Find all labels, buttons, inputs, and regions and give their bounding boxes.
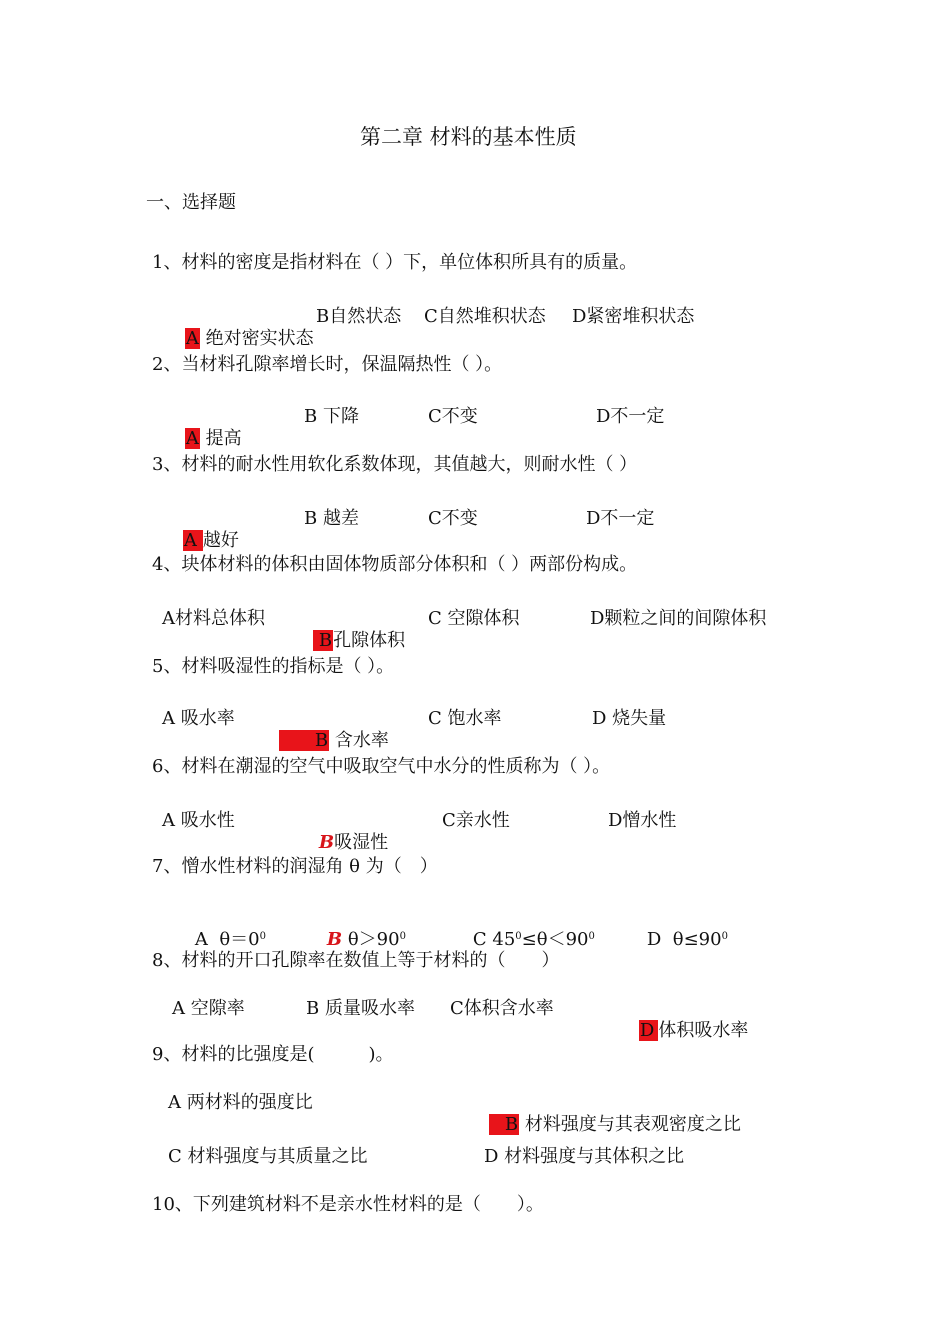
- option-b: B $\theta>90^0$: [326, 929, 406, 950]
- option-a: 绝对密实状态: [199, 328, 314, 349]
- option-a: 提高: [199, 428, 242, 449]
- option-d: D不一定: [586, 508, 655, 529]
- degree-mark: 0: [259, 931, 266, 942]
- option-a: A 两材料的强度比: [168, 1092, 313, 1113]
- section-heading: 一、选择题: [146, 192, 236, 213]
- option-c: C不变: [428, 508, 478, 529]
- option-b: 材料强度与其表观密度之比: [519, 1114, 741, 1135]
- option-a: A 空隙率: [172, 998, 245, 1019]
- question-stem: 9、材料的比强度是( )。: [152, 1044, 394, 1065]
- option-b: 孔隙体积: [333, 630, 406, 651]
- option-d: D憎水性: [608, 810, 677, 831]
- question-stem: 10、下列建筑材料不是亲水性材料的是（ ）。: [152, 1194, 544, 1215]
- question-stem: 7、憎水性材料的润湿角 θ 为（ ）: [152, 856, 438, 877]
- option-a: A 吸水性: [162, 810, 235, 831]
- question-stem: 6、材料在潮湿的空气中吸取空气中水分的性质称为（ ）。: [152, 756, 611, 777]
- option-d: D 烧失量: [592, 708, 667, 729]
- answer-highlight: D: [639, 1020, 658, 1041]
- option-d: D颗粒之间的间隙体积: [590, 608, 767, 629]
- option-c: C体积含水率: [450, 998, 554, 1019]
- degree-mark: 0: [721, 931, 728, 942]
- option-a: A 吸水率: [162, 708, 235, 729]
- option-d: D紧密堆积状态: [572, 306, 695, 327]
- degree-mark: 0: [515, 931, 522, 942]
- page-title: 第二章 材料的基本性质: [360, 125, 577, 149]
- option-c: C 材料强度与其质量之比: [168, 1146, 368, 1167]
- option-c: C自然堆积状态: [424, 306, 546, 327]
- option-b: B自然状态: [316, 306, 402, 327]
- question-stem: 4、块体材料的体积由固体物质部分体积和（ ）两部份构成。: [152, 554, 638, 575]
- question-stem: 1、材料的密度是指材料在（ ）下，单位体积所具有的质量。: [152, 252, 638, 273]
- option-d: D不一定: [596, 406, 665, 427]
- question-stem: 2、当材料孔隙率增长时，保温隔热性（ ）。: [152, 354, 503, 375]
- answer-mark: B: [326, 929, 343, 950]
- option-a: A材料总体积: [162, 608, 265, 629]
- answer-highlight: B: [489, 1114, 519, 1135]
- option-row: [616, 998, 748, 1064]
- option-c: C $45^0\le\theta<90^0$: [472, 929, 595, 950]
- option-c: C不变: [428, 406, 478, 427]
- question-stem: 8、材料的开口孔隙率在数值上等于材料的（ ）: [152, 950, 560, 971]
- answer-highlight: B: [279, 730, 329, 751]
- degree-mark: 0: [588, 931, 595, 942]
- question-stem: 5、材料吸湿性的指标是（ ）。: [152, 656, 395, 677]
- answer-highlight: A: [185, 428, 199, 449]
- option-d: 体积吸水率: [658, 1020, 749, 1041]
- answer-highlight: A: [185, 328, 199, 349]
- option-c: C 饱水率: [428, 708, 502, 729]
- option-b: 吸湿性: [334, 832, 389, 853]
- degree-mark: 0: [399, 931, 406, 942]
- option-d: D 材料强度与其体积之比: [484, 1146, 685, 1167]
- option-d: D $\theta\le 90^0$: [646, 929, 728, 950]
- option-b: 含水率: [329, 730, 389, 751]
- option-c: C 空隙体积: [428, 608, 520, 629]
- option-a: 越好: [202, 530, 239, 551]
- answer-mark: B: [318, 832, 335, 853]
- option-b: B 质量吸水率: [306, 998, 415, 1019]
- option-b: B 下降: [304, 406, 359, 427]
- answer-highlight: A: [183, 530, 203, 551]
- option-c: C亲水性: [442, 810, 510, 831]
- option-a: A $\theta=0^0$: [194, 929, 266, 950]
- option-b: B 越差: [304, 508, 359, 529]
- answer-highlight: B: [313, 630, 333, 651]
- question-stem: 3、材料的耐水性用软化系数体现，其值越大，则耐水性（ ）: [152, 454, 638, 475]
